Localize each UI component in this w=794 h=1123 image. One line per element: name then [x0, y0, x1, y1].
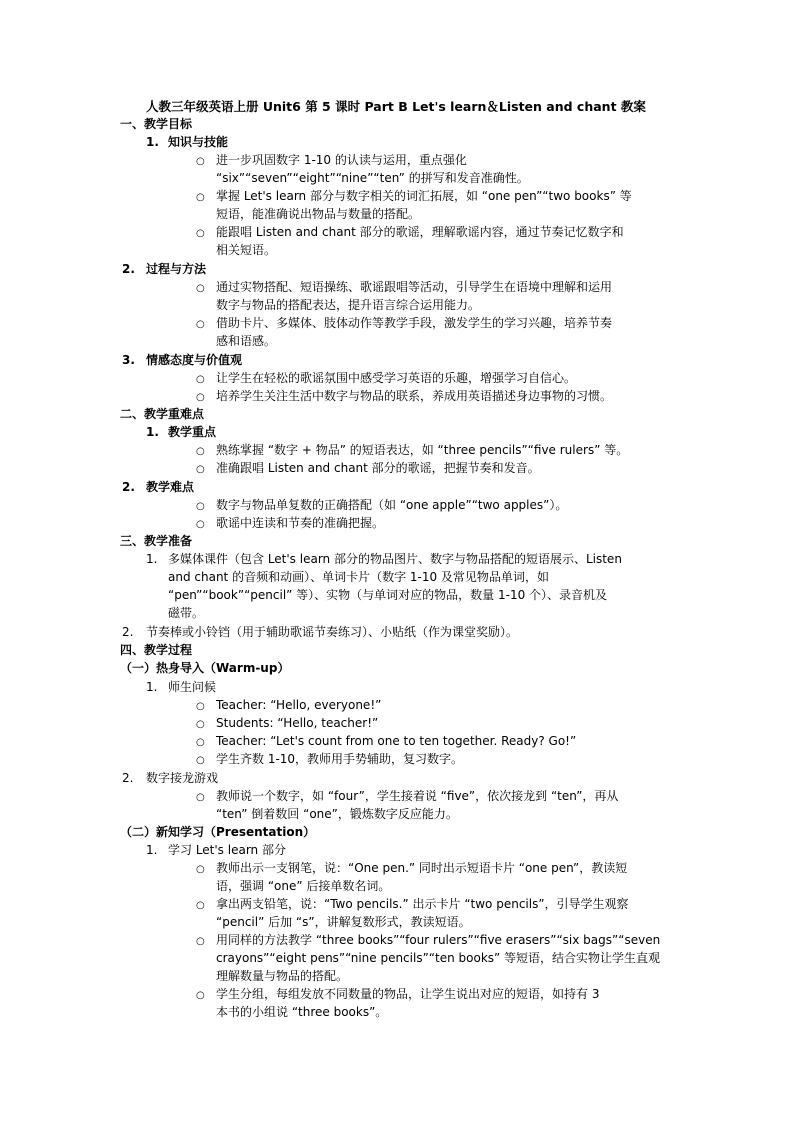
- text-line: 通过实物搭配、短语操练、歌谣跟唱等活动，引导学生在语境中理解和运用: [216, 280, 613, 294]
- section-heading: 四、教学过程: [120, 643, 193, 657]
- item-number: 1.: [146, 843, 158, 857]
- item-number: 1.: [146, 135, 159, 149]
- bullet-icon: ○: [196, 755, 205, 766]
- item-number: 3.: [122, 353, 135, 367]
- text-line: 教师出示一支钢笔，说：“One pen.” 同时出示短语卡片 “one pen”，教读短: [216, 861, 628, 875]
- item-number: 1.: [146, 552, 158, 566]
- text-line: 歌谣中连读和节奏的准确把握。: [216, 516, 385, 530]
- subsection-heading: （一）热身导入（Warm-up）: [120, 661, 290, 675]
- item-number: 1.: [146, 425, 159, 439]
- text-line: 教师说一个数字，如 “four”，学生接着说 “five”，依次接龙到 “ten”，再从: [216, 789, 619, 803]
- text-line: “six”“seven”“eight”“nine”“ten” 的拼写和发音准确性。: [216, 171, 529, 185]
- text-line: 磁带。: [168, 606, 205, 620]
- text-line: 准确跟唱 Listen and chant 部分的歌谣，把握节奏和发音。: [216, 461, 540, 475]
- text-line: 能跟唱 Listen and chant 部分的歌谣，理解歌谣内容，通过节奏记忆数字和: [216, 225, 624, 239]
- text-line: 熟练掌握 “数字 + 物品” 的短语表达，如 “three pencils”“five rulers” 等。: [216, 443, 629, 457]
- text-line: 数字与物品单复数的正确搭配（如 “one apple”“two apples”）。: [216, 498, 568, 512]
- text-line: 培养学生关注生活中数字与物品的联系，养成用英语描述身边事物的习惯。: [216, 389, 613, 403]
- bullet-icon: ○: [196, 501, 205, 512]
- text-line: Teacher: “Let's count from one to ten together. Ready? Go!”: [216, 734, 577, 748]
- bullet-icon: ○: [196, 374, 205, 385]
- text-line: crayons”“eight pens”“nine pencils”“ten books” 等短语，结合实物让学生直观: [216, 951, 661, 965]
- bullet-icon: ○: [196, 392, 205, 403]
- bullet-icon: ○: [196, 900, 205, 911]
- subheading: 情感态度与价值观: [146, 353, 243, 367]
- text-line: 多媒体课件（包含 Let's learn 部分的物品图片、数字与物品搭配的短语展示、Listen: [168, 552, 622, 566]
- text-line: 让学生在轻松的歌谣氛围中感受学习英语的乐趣，增强学习自信心。: [216, 371, 577, 385]
- bullet-icon: ○: [196, 990, 205, 1001]
- item-number: 2.: [122, 771, 134, 785]
- bullet-icon: ○: [196, 719, 205, 730]
- text-line: 语，强调 “one” 后接单数名词。: [216, 879, 391, 893]
- text-line: 拿出两支铅笔，说：“Two pencils.” 出示卡片 “two pencils”，引导学生观察: [216, 897, 629, 911]
- bullet-icon: ○: [196, 283, 205, 294]
- text-line: 节奏棒或小铃铛（用于辅助歌谣节奏练习）、小贴纸（作为课堂奖励）。: [146, 625, 519, 639]
- text-line: Students: “Hello, teacher!”: [216, 716, 379, 730]
- item-number: 2.: [122, 262, 135, 276]
- subheading: 学习 Let's learn 部分: [168, 843, 286, 857]
- subheading: 教学重点: [168, 425, 217, 439]
- text-line: 用同样的方法教学 “three books”“four rulers”“five erasers”“six bags”“seven: [216, 933, 661, 947]
- item-number: 2.: [122, 625, 134, 639]
- subheading: 师生问候: [168, 680, 217, 694]
- bullet-icon: ○: [196, 701, 205, 712]
- text-line: 感和语感。: [216, 334, 277, 348]
- subheading: 知识与技能: [168, 135, 229, 149]
- item-number: 2.: [122, 480, 135, 494]
- text-line: 学生齐数 1-10，教师用手势辅助，复习数字。: [216, 752, 464, 766]
- text-line: 短语，能准确说出物品与数量的搭配。: [216, 207, 421, 221]
- text-line: “pencil” 后加 “s”，讲解复数形式，教读短语。: [216, 915, 471, 929]
- subheading: 过程与方法: [146, 262, 207, 276]
- section-heading: 一、教学目标: [120, 117, 193, 131]
- bullet-icon: ○: [196, 792, 205, 803]
- text-line: 相关短语。: [216, 243, 277, 257]
- text-line: 借助卡片、多媒体、肢体动作等教学手段，激发学生的学习兴趣，培养节奏: [216, 316, 613, 330]
- text-line: “pen”“book”“pencil” 等）、实物（与单词对应的物品，数量 1-10 个）、录音机及: [168, 588, 608, 602]
- text-line: “ten” 倒着数回 “one”，锻炼数字反应能力。: [216, 807, 458, 821]
- text-line: Teacher: “Hello, everyone!”: [216, 698, 382, 712]
- text-line: 理解数量与物品的搭配。: [216, 969, 349, 983]
- subheading: 数字接龙游戏: [146, 771, 219, 785]
- section-heading: 三、教学准备: [120, 534, 193, 548]
- text-line: 数字与物品的搭配表达，提升语言综合运用能力。: [216, 298, 481, 312]
- subheading: 教学难点: [146, 480, 195, 494]
- item-number: 1.: [146, 680, 158, 694]
- bullet-icon: ○: [196, 936, 205, 947]
- text-line: 本书的小组说 “three books”。: [216, 1005, 388, 1019]
- bullet-icon: ○: [196, 737, 205, 748]
- bullet-icon: ○: [196, 446, 205, 457]
- bullet-icon: ○: [196, 192, 205, 203]
- subsection-heading: （二）新知学习（Presentation）: [120, 825, 316, 839]
- document-title: 人教三年级英语上册 Unit6 第 5 课时 Part B Let's learn＆Listen and chant 教案: [146, 99, 646, 114]
- text-line: 学生分组，每组发放不同数量的物品，让学生说出对应的短语，如持有 3: [216, 987, 600, 1001]
- bullet-icon: ○: [196, 228, 205, 239]
- section-heading: 二、教学重难点: [120, 407, 205, 421]
- text-line: and chant 的音频和动画）、单词卡片（数字 1-10 及常见物品单词，如: [168, 570, 549, 584]
- text-line: 进一步巩固数字 1-10 的认读与运用，重点强化: [216, 153, 467, 167]
- bullet-icon: ○: [196, 156, 205, 167]
- bullet-icon: ○: [196, 464, 205, 475]
- bullet-icon: ○: [196, 519, 205, 530]
- bullet-icon: ○: [196, 319, 205, 330]
- bullet-icon: ○: [196, 864, 205, 875]
- text-line: 掌握 Let's learn 部分与数字相关的词汇拓展，如 “one pen”“two books” 等: [216, 189, 632, 203]
